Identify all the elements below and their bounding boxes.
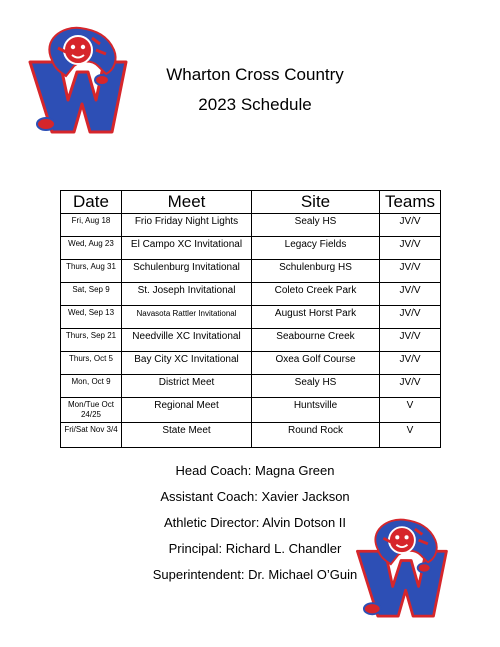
teams-cell: JV/V xyxy=(380,329,441,352)
site-cell: Sealy HS xyxy=(252,214,380,237)
teams-cell: JV/V xyxy=(380,352,441,375)
header xyxy=(140,60,370,120)
staff-list xyxy=(140,458,370,588)
date-cell: Wed, Sep 13 xyxy=(61,306,122,329)
page-title: Wharton Cross Country xyxy=(166,65,344,84)
date-cell: Thurs, Aug 31 xyxy=(61,260,122,283)
page-subtitle: 2023 Schedule xyxy=(198,95,312,114)
table-row xyxy=(61,306,441,329)
teams-cell: JV/V xyxy=(380,375,441,398)
date-cell: Fri, Aug 18 xyxy=(61,214,122,237)
teams-cell: JV/V xyxy=(380,283,441,306)
meet-cell: State Meet xyxy=(122,423,252,448)
table-row xyxy=(61,352,441,375)
teams-cell: JV/V xyxy=(380,306,441,329)
meet-cell: District Meet xyxy=(122,375,252,398)
table-row xyxy=(61,375,441,398)
table-row xyxy=(61,329,441,352)
staff-head-coach: Head Coach: Magna Green xyxy=(175,463,335,478)
date-cell: Mon/Tue Oct 24/25 xyxy=(61,398,122,423)
column-header-site: Site xyxy=(252,191,380,214)
site-cell: Legacy Fields xyxy=(252,237,380,260)
meet-cell: Regional Meet xyxy=(122,398,252,423)
table-row xyxy=(61,398,441,423)
table-row xyxy=(61,214,441,237)
date-cell: Thurs, Oct 5 xyxy=(61,352,122,375)
column-header-date: Date xyxy=(61,191,122,214)
column-header-teams: Teams xyxy=(380,191,441,214)
site-cell: Huntsville xyxy=(252,398,380,423)
table-row xyxy=(61,423,441,448)
meet-cell: St. Joseph Invitational xyxy=(122,283,252,306)
tiger-w-logo-icon xyxy=(22,20,132,138)
site-cell: August Horst Park xyxy=(252,306,380,329)
site-cell: Sealy HS xyxy=(252,375,380,398)
site-cell: Coleto Creek Park xyxy=(252,283,380,306)
date-cell: Thurs, Sep 21 xyxy=(61,329,122,352)
column-header-meet: Meet xyxy=(122,191,252,214)
table-header-row xyxy=(61,191,441,214)
table-row xyxy=(61,283,441,306)
teams-cell: V xyxy=(380,423,441,448)
meet-cell: Needville XC Invitational xyxy=(122,329,252,352)
meet-cell: El Campo XC Invitational xyxy=(122,237,252,260)
date-cell: Wed, Aug 23 xyxy=(61,237,122,260)
staff-superintendent: Superintendent: Dr. Michael O’Guin xyxy=(152,567,358,582)
site-cell: Schulenburg HS xyxy=(252,260,380,283)
date-cell: Sat, Sep 9 xyxy=(61,283,122,306)
staff-principal: Principal: Richard L. Chandler xyxy=(168,541,342,556)
date-cell: Mon, Oct 9 xyxy=(61,375,122,398)
schedule-table xyxy=(60,190,441,448)
teams-cell: JV/V xyxy=(380,260,441,283)
teams-cell: JV/V xyxy=(380,237,441,260)
table-row xyxy=(61,260,441,283)
table-row xyxy=(61,237,441,260)
teams-cell: V xyxy=(380,398,441,423)
site-cell: Oxea Golf Course xyxy=(252,352,380,375)
meet-cell: Schulenburg Invitational xyxy=(122,260,252,283)
tiger-w-logo-icon xyxy=(350,512,452,622)
date-cell: Fri/Sat Nov 3/4 xyxy=(61,423,122,448)
site-cell: Round Rock xyxy=(252,423,380,448)
staff-assistant-coach: Assistant Coach: Xavier Jackson xyxy=(160,489,350,504)
staff-athletic-director: Athletic Director: Alvin Dotson II xyxy=(163,515,347,530)
meet-cell: Navasota Rattler Invitational xyxy=(122,306,252,329)
teams-cell: JV/V xyxy=(380,214,441,237)
meet-cell: Frio Friday Night Lights xyxy=(122,214,252,237)
meet-cell: Bay City XC Invitational xyxy=(122,352,252,375)
site-cell: Seabourne Creek xyxy=(252,329,380,352)
